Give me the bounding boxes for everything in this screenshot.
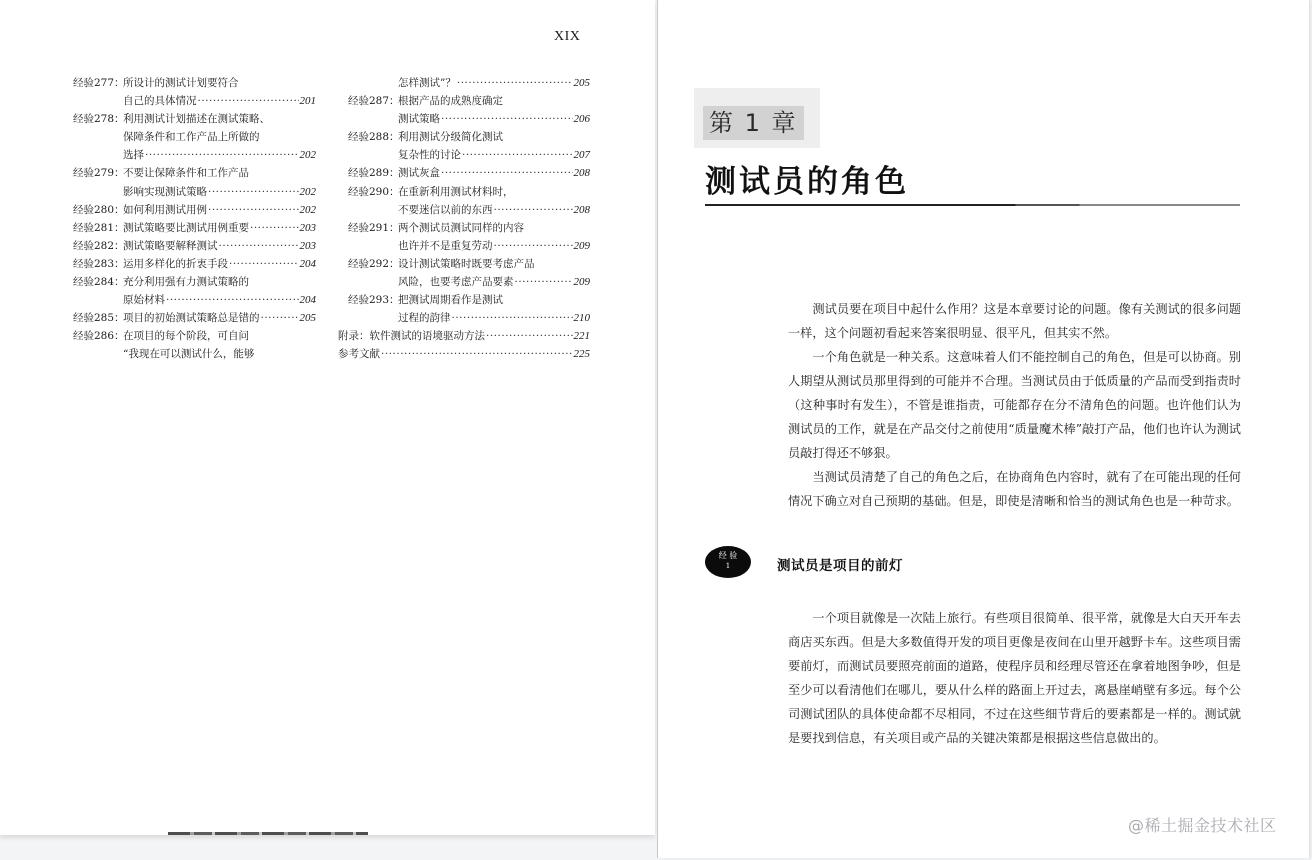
toc-entry-label: 经验293： (348, 294, 400, 307)
chapter-label: 第 1 章 (703, 106, 804, 140)
toc-page-number: 203 (299, 239, 316, 252)
toc-entry (73, 110, 316, 128)
toc-entry (73, 237, 316, 255)
toc-page-number: 201 (299, 95, 316, 108)
toc-entry-label: 经验281： (73, 221, 125, 234)
toc-leader-dots (198, 92, 299, 110)
toc-entry (73, 74, 316, 92)
toc-entry-text: 利用测试分级简化测试 (398, 131, 503, 144)
badge-text: 经 验 (718, 551, 738, 560)
toc-entry-text: 风险，也要考虑产品要素 (398, 276, 514, 289)
toc-entry (338, 237, 590, 255)
toc-entry-text: 选择 (123, 149, 144, 162)
toc-entry-text: 在项目的每个阶段，可自问 (123, 330, 249, 343)
toc-entry-text: 充分利用强有力测试策略的 (123, 276, 249, 289)
toc-entry (338, 128, 590, 146)
toc-entry-text: 过程的韵律 (398, 312, 451, 325)
toc-entry-text: 设计测试策略时既要考虑产品 (398, 257, 535, 270)
toc-entry-text: 利用测试计划描述在测试策略、 (123, 113, 270, 126)
toc-leader-dots (494, 237, 573, 255)
toc-entry (73, 291, 316, 309)
toc-entry (338, 255, 590, 273)
toc-entry-label: 经验279： (73, 167, 125, 180)
intro-text (788, 297, 1241, 513)
section-paragraph: 一个项目就像是一次陆上旅行。有些项目很简单、很平常，就像是大白天开车去商店买东西。但是大多数值得开发的项目更像是夜间在山里开越野卡车。这些项目需要前灯，而测试员要照亮前面的道路，使程序员和经理尽管还在拿着地图争吵，但是至少可以看清他们在哪儿，要从什么样的路面上开过去，离悬崖峭壁有多远。每个公司测试团队的具体使命都不尽相同，不过在这些细节背后的要素都是一样的。测试就是要找到信息，有关项目或产品的关键决策都是根据这些信息做出的。 (788, 611, 1241, 745)
toc-page-number: 203 (299, 221, 316, 234)
toc-entry (73, 128, 316, 146)
toc-entry-label: 经验277： (73, 77, 125, 89)
toc-entry-text: “我现在可以测试什么，能够 (123, 348, 255, 361)
left-page (0, 0, 655, 835)
chapter-divider (705, 204, 1240, 206)
toc-entry (73, 219, 316, 237)
toc-entry (338, 309, 590, 327)
toc-leader-dots (219, 237, 299, 255)
toc-entry-label: 经验292： (348, 257, 400, 270)
toc-entry (73, 164, 316, 182)
toc-entry (338, 327, 590, 345)
toc-entry (338, 164, 590, 182)
toc-entry-text: 自己的具体情况 (123, 95, 197, 108)
toc-entry-text: 原始材料 (123, 294, 165, 307)
toc-entry-text: 运用多样化的折衷手段 (123, 257, 228, 270)
toc-entry (73, 309, 316, 327)
toc-entry (73, 345, 316, 363)
toc-leader-dots (208, 183, 299, 201)
toc-entry (338, 345, 590, 363)
section-text (788, 606, 1241, 750)
toc-leader-dots (250, 219, 299, 237)
toc-page-number: 204 (299, 294, 316, 307)
toc-entry-text: 也许并不是重复劳动 (398, 239, 493, 252)
toc-page-number: 205 (299, 312, 316, 325)
badge-number: 1 (725, 562, 731, 570)
scan-artifact (168, 832, 368, 835)
toc-entry (73, 327, 316, 345)
toc-entry-text: 保障条件和工作产品上所做的 (123, 131, 260, 144)
toc-leader-dots (452, 309, 573, 327)
toc-entry-text: 复杂性的讨论 (398, 149, 461, 162)
toc-entry (338, 183, 590, 201)
toc-entry-label: 经验284： (73, 276, 125, 289)
toc-leader-dots (166, 291, 299, 309)
toc-entry (73, 273, 316, 291)
intro-paragraph: 一个角色就是一种关系。这意味着人们不能控制自己的角色，但是可以协商。别人期望从测试员那里得到的可能并不合理。当测试员由于低质量的产品而受到指责时（这种事时有发生），不管是谁指责，可能都存在分不清角色的问题。也许他们认为测试员的工作，就是在产品交付之前使用“质量魔术棒”敲打产品，他们也许认为测试员敲打得还不够狠。 (788, 350, 1241, 460)
toc-entry-label: 经验288： (348, 131, 400, 144)
intro-paragraph: 测试员要在项目中起什么作用？这是本章要讨论的问题。像有关测试的很多问题一样，这个问题初看起来答案很明显、很平凡，但其实不然。 (788, 302, 1241, 340)
toc-page-number: 209 (573, 239, 590, 252)
toc-entry (338, 92, 590, 110)
toc-leader-dots (145, 146, 299, 164)
toc-entry-text: 不要让保障条件和工作产品 (123, 167, 249, 180)
toc-entry-label: 经验291： (348, 221, 400, 234)
toc-leader-dots (515, 273, 573, 291)
toc-leader-dots (261, 309, 299, 327)
toc-entry-label: 经验278： (73, 113, 125, 126)
toc-entry-label: 经验286： (73, 330, 125, 343)
toc-entry (338, 273, 590, 291)
page-number: XIX (554, 29, 581, 44)
toc-entry-text: 测试灰盒 (398, 167, 440, 180)
toc-page-number: 202 (299, 149, 316, 162)
toc-entry (73, 183, 316, 201)
toc-entry-label: 经验283： (73, 257, 125, 270)
toc-leader-dots (494, 201, 573, 219)
toc-leader-dots (381, 345, 573, 363)
toc-entry (338, 74, 590, 92)
toc-page-number: 225 (573, 348, 590, 361)
toc-entry-text: 根据产品的成熟度确定 (398, 95, 503, 108)
toc-entry-text: 参考文献 (338, 348, 380, 361)
toc-entry-label: 经验282： (73, 239, 125, 252)
toc-leader-dots (208, 201, 299, 219)
toc-entry-label: 经验287： (348, 95, 400, 108)
toc-entry-text: 测试策略要比测试用例重要 (123, 221, 249, 234)
toc-page-number: 208 (573, 167, 590, 180)
toc-entry-text: 把测试周期看作是测试 (398, 294, 503, 307)
toc-entry-text: 两个测试员测试同样的内容 (398, 221, 524, 234)
toc-entry-text: 不要迷信以前的东西 (398, 203, 493, 216)
toc-entry (338, 219, 590, 237)
toc-page-number: 204 (299, 257, 316, 270)
toc-left-column (73, 74, 316, 364)
toc-entry-label: 经验285： (73, 312, 125, 325)
toc-entry (338, 201, 590, 219)
toc-entry (338, 291, 590, 309)
toc-entry-label: 经验290： (348, 185, 400, 198)
intro-paragraph: 当测试员清楚了自己的角色之后，在协商角色内容时，就有了在可能出现的任何情况下确立对自己预期的基础。但是，即使是清晰和恰当的测试角色也是一种苛求。 (788, 470, 1241, 508)
toc-entry-text: 影响实现测试策略 (123, 185, 207, 198)
toc-entry-text: 测试策略要解释测试 (123, 239, 218, 252)
toc-leader-dots (441, 164, 573, 182)
toc-entry (73, 146, 316, 164)
toc-entry-text: 附录：软件测试的语境驱动方法 (338, 330, 485, 343)
toc-entry-text: 项目的初始测试策略总是错的 (123, 312, 260, 325)
toc-entry-text: 如何利用测试用例 (123, 203, 207, 216)
toc-page-number: 209 (573, 276, 590, 289)
toc-page-number: 206 (573, 113, 590, 126)
toc-entry (73, 92, 316, 110)
toc-leader-dots (229, 255, 299, 273)
toc-entry (73, 255, 316, 273)
toc-entry-text: 测试策略 (398, 113, 440, 126)
toc-page-number: 202 (299, 203, 316, 216)
watermark: @稀土掘金技术社区 (1128, 816, 1277, 835)
toc-entry-text: 怎样测试”？ (398, 77, 456, 89)
lesson-badge-icon (705, 546, 751, 578)
toc-entry-label: 经验280： (73, 203, 125, 216)
toc-leader-dots (486, 327, 573, 345)
toc-entry-label: 经验289： (348, 167, 400, 180)
toc-page-number: 205 (573, 77, 590, 89)
toc-entry (338, 110, 590, 128)
toc-entry-text: 所设计的测试计划要符合 (123, 77, 239, 89)
section-title: 测试员是项目的前灯 (777, 558, 903, 574)
toc-entry (73, 201, 316, 219)
toc-page-number: 202 (299, 185, 316, 198)
toc-entry (338, 146, 590, 164)
right-page (657, 0, 1309, 858)
toc-page-number: 210 (573, 312, 590, 325)
toc-right-column (338, 74, 590, 364)
toc-page-number: 221 (573, 330, 590, 343)
toc-leader-dots (457, 74, 573, 92)
toc-page-number: 208 (573, 203, 590, 216)
toc-page-number: 207 (573, 149, 590, 162)
toc-entry-text: 在重新利用测试材料时， (398, 185, 514, 198)
toc-leader-dots (441, 110, 573, 128)
chapter-title: 测试员的角色 (705, 164, 909, 200)
toc-leader-dots (462, 146, 573, 164)
